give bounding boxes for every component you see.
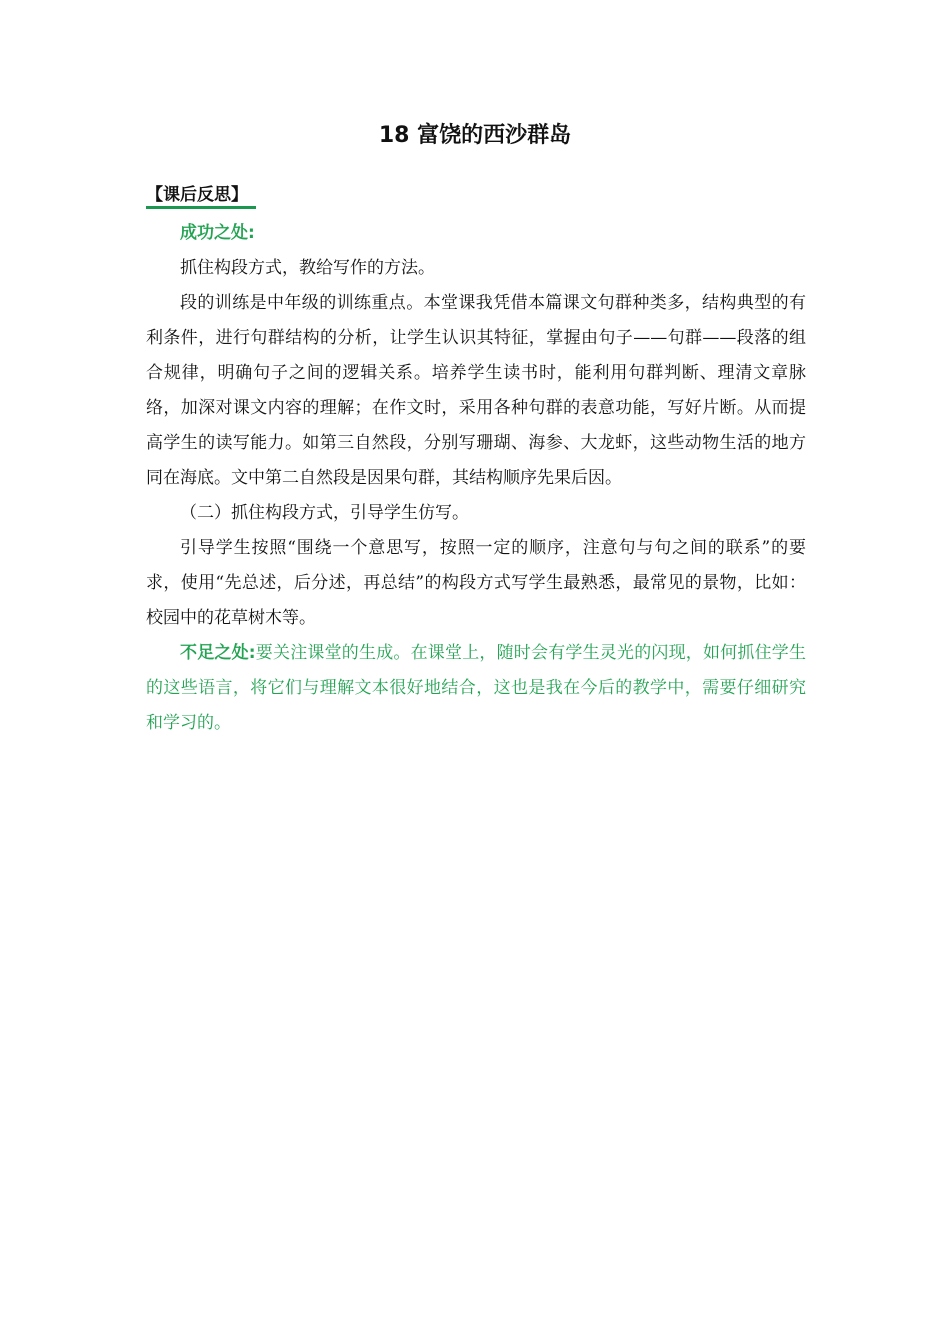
paragraph-2: 段的训练是中年级的训练重点。本堂课我凭借本篇课文句群种类多，结构典型的有利条件，进行句群结构的分析，让学生认识其特征，掌握由句子——句群——段落的组合规律，明确句子之间的逻辑关系。培养学生读书时，能利用句群判断、理清文章脉络，加深对课文内容的理解；在作文时，采用各种句群的表意功能，写好片断。从而提高学生的读写能力。如第三自然段，分别写珊瑚、海参、大龙虾，这些动物生活的地方同在海底。文中第二自然段是因果句群，其结构顺序先果后因。 [146,293,806,488]
shortcoming-label: 不足之处: [180,643,256,663]
paragraph-4: 引导学生按照“围绕一个意思写，按照一定的顺序，注意句与句之间的联系”的要求，使用“先总述，后分述，再总结”的构段方式写学生最熟悉，最常见的景物，比如：校园中的花草树木等。 [146,538,806,628]
success-label-line [146,216,806,251]
paragraph-1: 抓住构段方式，教给写作的方法。 [180,258,435,278]
section-heading: 【课后反思】 [146,180,248,207]
shortcoming-paragraph [146,636,806,741]
document-body [146,216,806,741]
success-label: 成功之处: [180,223,255,243]
shortcoming-text: 要关注课堂的生成。在课堂上，随时会有学生灵光的闪现，如何抓住学生的这些语言，将它们与理解文本很好地结合，这也是我在今后的教学中，需要仔细研究和学习的。 [146,643,806,733]
paragraph-3: （二）抓住构段方式，引导学生仿写。 [180,503,469,523]
page-title: 18 富饶的西沙群岛 [378,123,572,148]
